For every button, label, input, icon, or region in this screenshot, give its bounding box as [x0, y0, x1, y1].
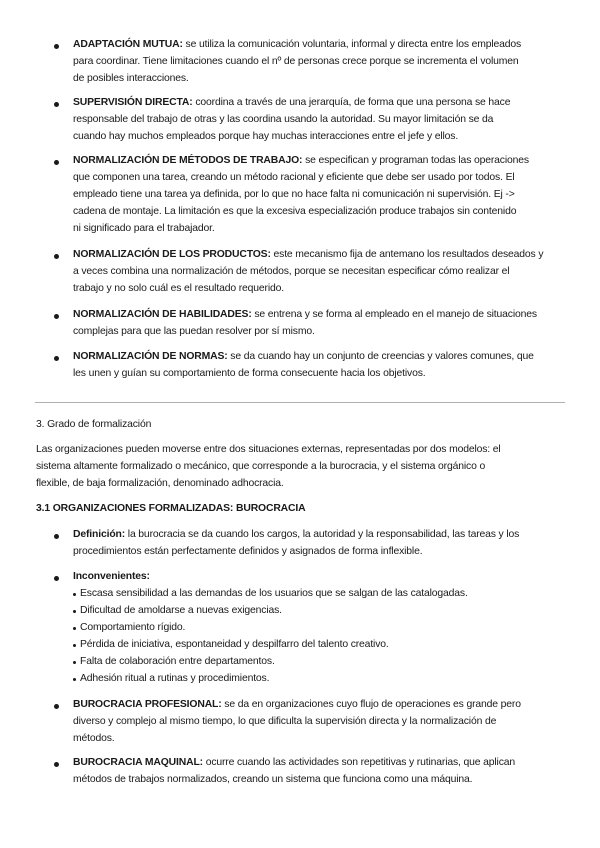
- maq-line: BUROCRACIA MAQUINAL: ocurre cuando las actividades son repetitivas y rutinarias, que aplican: [73, 757, 516, 768]
- mech-line: NORMALIZACIÓN DE NORMAS: se da cuando hay un conjunto de creencias y valores comunes, que: [73, 351, 534, 362]
- bullet-dot: [54, 44, 59, 49]
- maq-line: métodos de trabajos normalizados, creando un sistema que funciona como una máquina.: [73, 774, 473, 785]
- bullet-dot: [54, 314, 59, 319]
- mech-line: SUPERVISIÓN DIRECTA: coordina a través de una jerarquía, de forma que una persona se hace: [73, 97, 511, 108]
- inconv-title: Inconvenientes:: [73, 571, 150, 582]
- sub-bullet-dot: [73, 678, 76, 681]
- sub-bullet-dot: [73, 610, 76, 613]
- inconv-item: Escasa sensibilidad a las demandas de los usuarios que se salgan de las catalogadas.: [80, 588, 468, 599]
- mech-title: NORMALIZACIÓN DE LOS PRODUCTOS:: [73, 249, 271, 260]
- bullet-dot: [54, 102, 59, 107]
- section-divider: [35, 402, 565, 403]
- inconv-item: Falta de colaboración entre departamentos.: [80, 656, 275, 667]
- mech-title: NORMALIZACIÓN DE MÉTODOS DE TRABAJO:: [73, 155, 303, 166]
- mech-line: cadena de montaje. La limitación es que la excesiva especialización produce trabajos sin contenido: [73, 206, 517, 217]
- section-heading: 3. Grado de formalización: [36, 419, 152, 430]
- bullet-dot: [54, 160, 59, 165]
- paragraph-line: flexible, de baja formalización, denominado adhocracia.: [36, 478, 284, 489]
- mech-line: responsable del trabajo de otras y las coordina usando la autoridad. Su mayor limitación se da: [73, 114, 494, 125]
- mech-line: NORMALIZACIÓN DE LOS PRODUCTOS: este mecanismo fija de antemano los resultados deseados y: [73, 249, 544, 260]
- paragraph-line: sistema altamente formalizado o mecánico, que corresponde a la burocracia, y el sistema orgánico o: [36, 461, 486, 472]
- bullet-dot: [54, 704, 59, 709]
- sub-bullet-dot: [73, 661, 76, 664]
- mech-line: que componen una tarea, creando un método racional y eficiente que debe ser usado por todos. El: [73, 172, 515, 183]
- bullet-dot: [54, 762, 59, 767]
- def-line: Definición: la burocracia se da cuando los cargos, la autoridad y la responsabilidad, las tareas y los: [73, 529, 520, 540]
- mech-line: ADAPTACIÓN MUTUA: se utiliza la comunicación voluntaria, informal y directa entre los empleados: [73, 39, 522, 50]
- mech-line: les unen y guían su comportamiento de forma consecuente hacia los objetivos.: [73, 368, 426, 379]
- prof-title: BUROCRACIA PROFESIONAL:: [73, 699, 222, 710]
- prof-line: BUROCRACIA PROFESIONAL: se da en organizaciones cuyo flujo de operaciones es grande pero: [73, 699, 521, 710]
- bullet-dot: [54, 254, 59, 259]
- maq-title: BUROCRACIA MAQUINAL:: [73, 757, 203, 768]
- sub-bullet-dot: [73, 627, 76, 630]
- mech-line: NORMALIZACIÓN DE HABILIDADES: se entrena y se forma al empleado en el manejo de situaciones: [73, 309, 537, 320]
- inconv-item: Dificultad de amoldarse a nuevas exigencias.: [80, 605, 282, 616]
- mech-line: trabajo y no solo cuál es el resultado requerido.: [73, 283, 284, 294]
- mech-line: NORMALIZACIÓN DE MÉTODOS DE TRABAJO: se especifican y programan todas las operaciones: [73, 155, 529, 166]
- prof-line: métodos.: [73, 733, 115, 744]
- mech-title: ADAPTACIÓN MUTUA:: [73, 39, 183, 50]
- mech-title: NORMALIZACIÓN DE HABILIDADES:: [73, 309, 252, 320]
- bullet-dot: [54, 356, 59, 361]
- mech-line: empleado tiene una tarea ya definida, por lo que no hace falta ni comunicación ni supervisión. Ej ->: [73, 189, 515, 200]
- sub-bullet-dot: [73, 644, 76, 647]
- inconv-item: Comportamiento rígido.: [80, 622, 186, 633]
- mech-line: de posibles interacciones.: [73, 73, 189, 84]
- mech-line: cuando hay muchos empleados porque hay muchas interacciones entre el jefe y ellos.: [73, 131, 459, 142]
- mech-title: SUPERVISIÓN DIRECTA:: [73, 97, 193, 108]
- def-title: Definición:: [73, 529, 126, 540]
- prof-line: diverso y complejo al mismo tiempo, lo que dificulta la supervisión directa y la normalización de: [73, 716, 497, 727]
- subsection-heading: 3.1 ORGANIZACIONES FORMALIZADAS: BUROCRACIA: [36, 503, 306, 514]
- bullet-dot: [54, 576, 59, 581]
- sub-bullet-dot: [73, 593, 76, 596]
- mech-line: para coordinar. Tiene limitaciones cuando el nº de personas crece porque se incrementa el volumen: [73, 56, 519, 67]
- paragraph-line: Las organizaciones pueden moverse entre dos situaciones externas, representadas por dos modelos: el: [36, 444, 501, 455]
- mech-line: a veces combina una normalización de métodos, porque se necesitan especificar cómo realizar el: [73, 266, 510, 277]
- mech-line: ni significado para el trabajador.: [73, 223, 215, 234]
- def-line: procedimientos están perfectamente definidos y asignados de forma inflexible.: [73, 546, 423, 557]
- inconv-item: Pérdida de iniciativa, espontaneidad y despilfarro del talento creativo.: [80, 639, 389, 650]
- bullet-dot: [54, 534, 59, 539]
- mech-title: NORMALIZACIÓN DE NORMAS:: [73, 351, 228, 362]
- inconv-item: Adhesión ritual a rutinas y procedimientos.: [80, 673, 270, 684]
- mech-line: complejas para que las puedan resolver por sí mismo.: [73, 326, 315, 337]
